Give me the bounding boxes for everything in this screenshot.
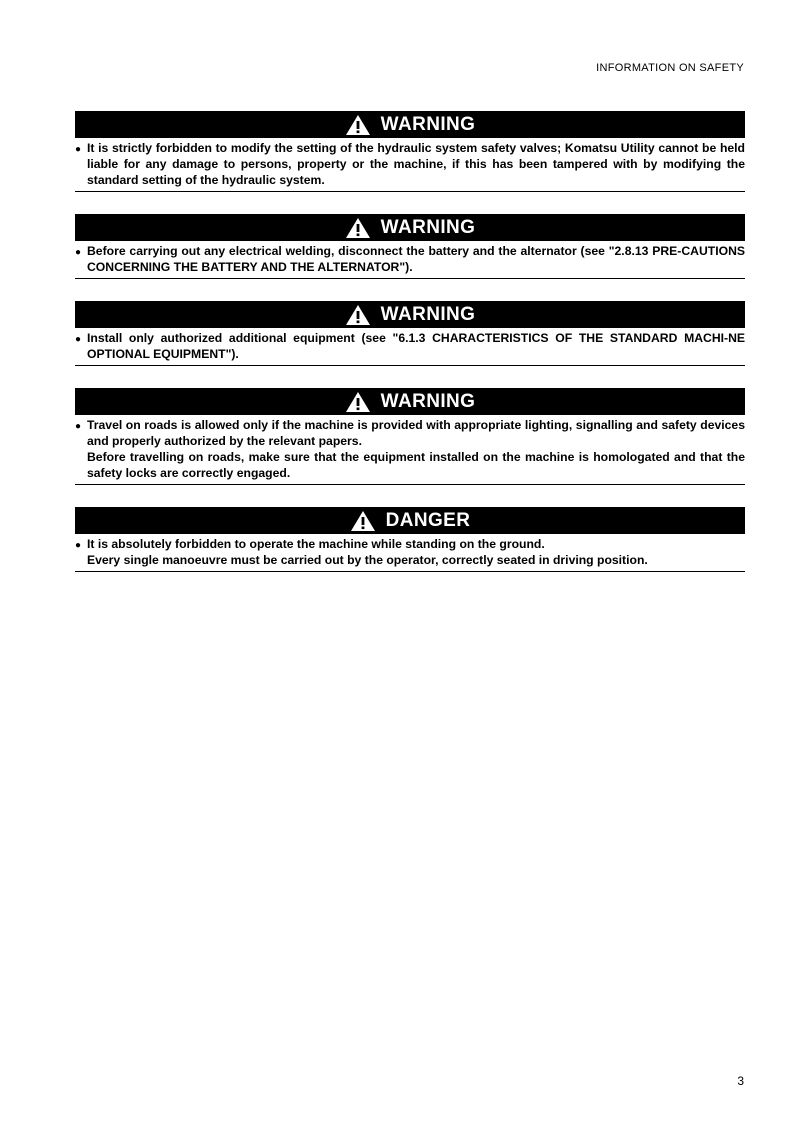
notice-body (75, 534, 745, 571)
bullet-text: It is strictly forbidden to modify the setting of the hydraulic system safety valves; Komatsu Utility cannot be held liable for any damage to persons, property or the machine, if this has been tampered with by modifying the standard setting of the hydraulic system. (87, 141, 745, 187)
warning-notice (75, 388, 745, 485)
warning-triangle-icon (345, 304, 371, 326)
danger-notice (75, 507, 745, 572)
notice-header-bar (75, 388, 745, 415)
bullet-text: Before carrying out any electrical welding, disconnect the battery and the alternator (see "2.8.13 PRE-CAUTIONS CONCERNING THE BATTERY AND THE ALTERNATOR"). (87, 244, 745, 274)
warning-triangle-icon (345, 114, 371, 136)
page-number: 3 (737, 1074, 744, 1088)
bullet-item (75, 417, 745, 481)
bullet-item (75, 243, 745, 275)
bullet-item (75, 536, 745, 568)
bullet-icon: ● (75, 247, 82, 258)
notice-title: WARNING (380, 304, 476, 325)
notice-body (75, 328, 745, 365)
notice-body (75, 138, 745, 191)
bullet-icon: ● (75, 421, 82, 432)
warning-notice (75, 111, 745, 192)
warning-notice (75, 214, 745, 279)
warning-triangle-icon (345, 391, 371, 413)
notice-header-bar (75, 507, 745, 534)
notice-title: WARNING (380, 217, 476, 238)
bullet-text: Travel on roads is allowed only if the machine is provided with appropriate lighting, signalling and safety devices and properly authorized by the relevant papers. Before travelling on roads, make sure that the equipment installed on the machine is homologated and that the safety locks are correctly engaged. (87, 418, 745, 480)
notice-header-bar (75, 214, 745, 241)
notice-body (75, 415, 745, 484)
page-header-title: INFORMATION ON SAFETY (596, 62, 744, 74)
warning-notice (75, 301, 745, 366)
bullet-icon: ● (75, 540, 82, 551)
warning-triangle-icon (350, 510, 376, 532)
notice-title: DANGER (385, 510, 471, 531)
bullet-text: Install only authorized additional equipment (see "6.1.3 CHARACTERISTICS OF THE STANDARD MACHI-NE OPTIONAL EQUIPMENT"). (87, 331, 745, 361)
notice-header-bar (75, 111, 745, 138)
bullet-item (75, 140, 745, 188)
notice-header-bar (75, 301, 745, 328)
bullet-icon: ● (75, 334, 82, 345)
bullet-text: It is absolutely forbidden to operate the machine while standing on the ground. Every single manoeuvre must be carried out by the operator, correctly seated in driving position. (87, 537, 648, 567)
safety-notices (75, 111, 745, 594)
bullet-icon: ● (75, 144, 82, 155)
warning-triangle-icon (345, 217, 371, 239)
notice-title: WARNING (380, 391, 476, 412)
notice-title: WARNING (380, 114, 476, 135)
bullet-item (75, 330, 745, 362)
notice-body (75, 241, 745, 278)
